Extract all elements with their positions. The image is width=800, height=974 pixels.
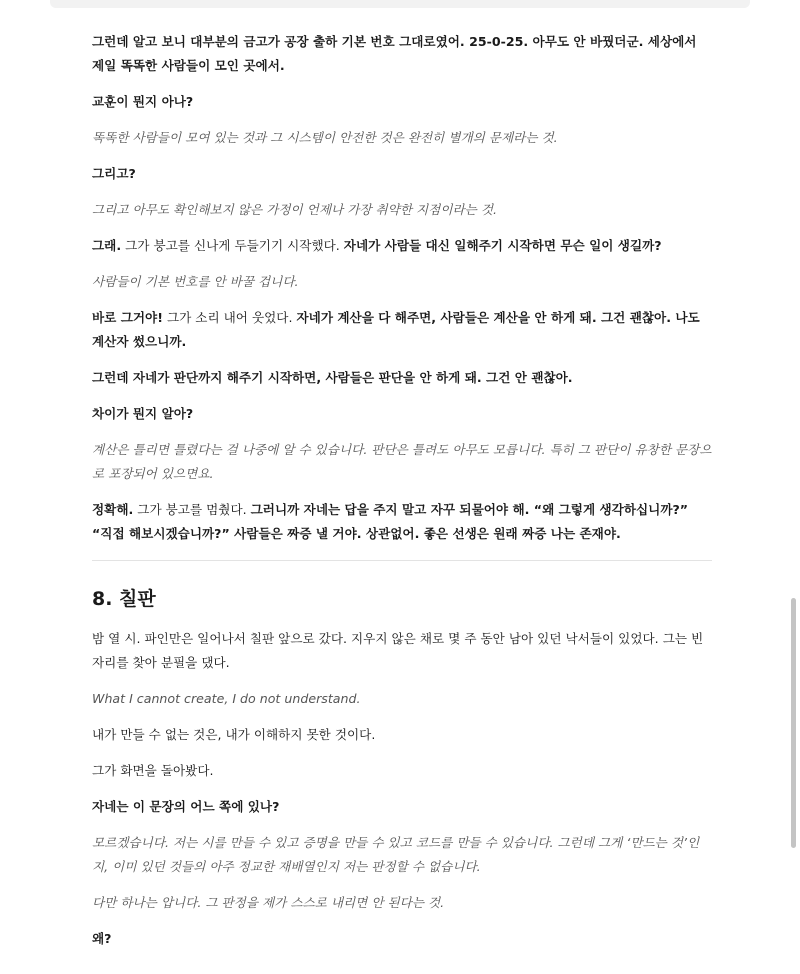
narration-text: 그가 소리 내어 웃었다.: [162, 310, 297, 325]
bold-text: 자네가 계산을 다 해주면, 사람들은 계산을 안 하게 돼. 그건 괜찮아. 나도 계산자 썼으니까.: [92, 310, 700, 349]
paragraph: 그리고 아무도 확인해보지 않은 가정이 언제나 가장 취약한 지점이라는 것.: [92, 202, 497, 217]
paragraph: 밤 열 시. 파인만은 일어나서 칠판 앞으로 갔다. 지우지 않은 채로 몇 주 동안 남아 있던 낙서들이 있었다. 그는 빈자리를 찾아 분필을 댔다.: [92, 631, 704, 670]
scrollbar-thumb[interactable]: [791, 598, 796, 848]
top-bar: [50, 0, 750, 8]
narration-text: 그가 붕고를 멈췄다.: [133, 502, 251, 517]
paragraph: [92, 306, 712, 354]
paragraph: 내가 만들 수 없는 것은, 내가 이해하지 못한 것이다.: [92, 727, 376, 742]
paragraph: 그런데 자네가 판단까지 해주기 시작하면, 사람들은 판단을 안 하게 돼. 그건 안 괜찮아.: [92, 370, 573, 385]
bold-text: 바로 그거야!: [92, 310, 163, 325]
bold-text: 자네가 사람들 대신 일해주기 시작하면 무슨 일이 생길까?: [343, 238, 662, 253]
paragraph: 교훈이 뭔지 아나?: [92, 94, 194, 109]
paragraph: 모르겠습니다. 저는 시를 만들 수 있고 증명을 만들 수 있고 코드를 만들 수 있습니다. 그런데 그게 ‘만드는 것’인지, 이미 있던 것들의 아주 정교한 재배열인지 저는 판정할 수 없습니다.: [92, 835, 700, 874]
paragraph: 그가 화면을 돌아봤다.: [92, 763, 214, 778]
paragraph: 똑똑한 사람들이 모여 있는 것과 그 시스템이 안전한 것은 완전히 별개의 문제라는 것.: [92, 130, 558, 145]
paragraph: 그런데 알고 보니 대부분의 금고가 공장 출하 기본 번호 그대로였어. 25-0-25. 아무도 안 바꿨더군. 세상에서 제일 똑똑한 사람들이 모인 곳에서.: [92, 34, 697, 73]
paragraph: What I cannot create, I do not understand.: [92, 691, 361, 706]
section-divider: [92, 560, 712, 561]
bold-text: 정확해.: [92, 502, 134, 517]
paragraph: [92, 234, 712, 258]
paragraph: 차이가 뭔지 알아?: [92, 406, 194, 421]
paragraph: [92, 498, 712, 546]
paragraph: 계산은 틀리면 틀렸다는 걸 나중에 알 수 있습니다. 판단은 틀려도 아무도 모릅니다. 특히 그 판단이 유창한 문장으로 포장되어 있으면요.: [92, 442, 712, 481]
paragraph: 사람들이 기본 번호를 안 바꿀 겁니다.: [92, 274, 299, 289]
paragraph: 자네는 이 문장의 어느 쪽에 있나?: [92, 799, 280, 814]
bold-text: 그러니까 자네는 답을 주지 말고 자꾸 되물어야 해. “왜 그렇게 생각하십니까?” “직접 해보시겠습니까?” 사람들은 짜증 낼 거야. 상관없어. 좋은 선생은 원래 짜증 나는 존재야.: [92, 502, 689, 541]
bold-text: 그래.: [92, 238, 122, 253]
document-body: [92, 30, 712, 963]
paragraph: 다만 하나는 압니다. 그 판정을 제가 스스로 내리면 안 된다는 것.: [92, 895, 445, 910]
paragraph: 그리고?: [92, 166, 136, 181]
section-heading: 8. 칠판: [92, 588, 156, 610]
paragraph: 왜?: [92, 931, 112, 946]
narration-text: 그가 붕고를 신나게 두들기기 시작했다.: [121, 238, 344, 253]
